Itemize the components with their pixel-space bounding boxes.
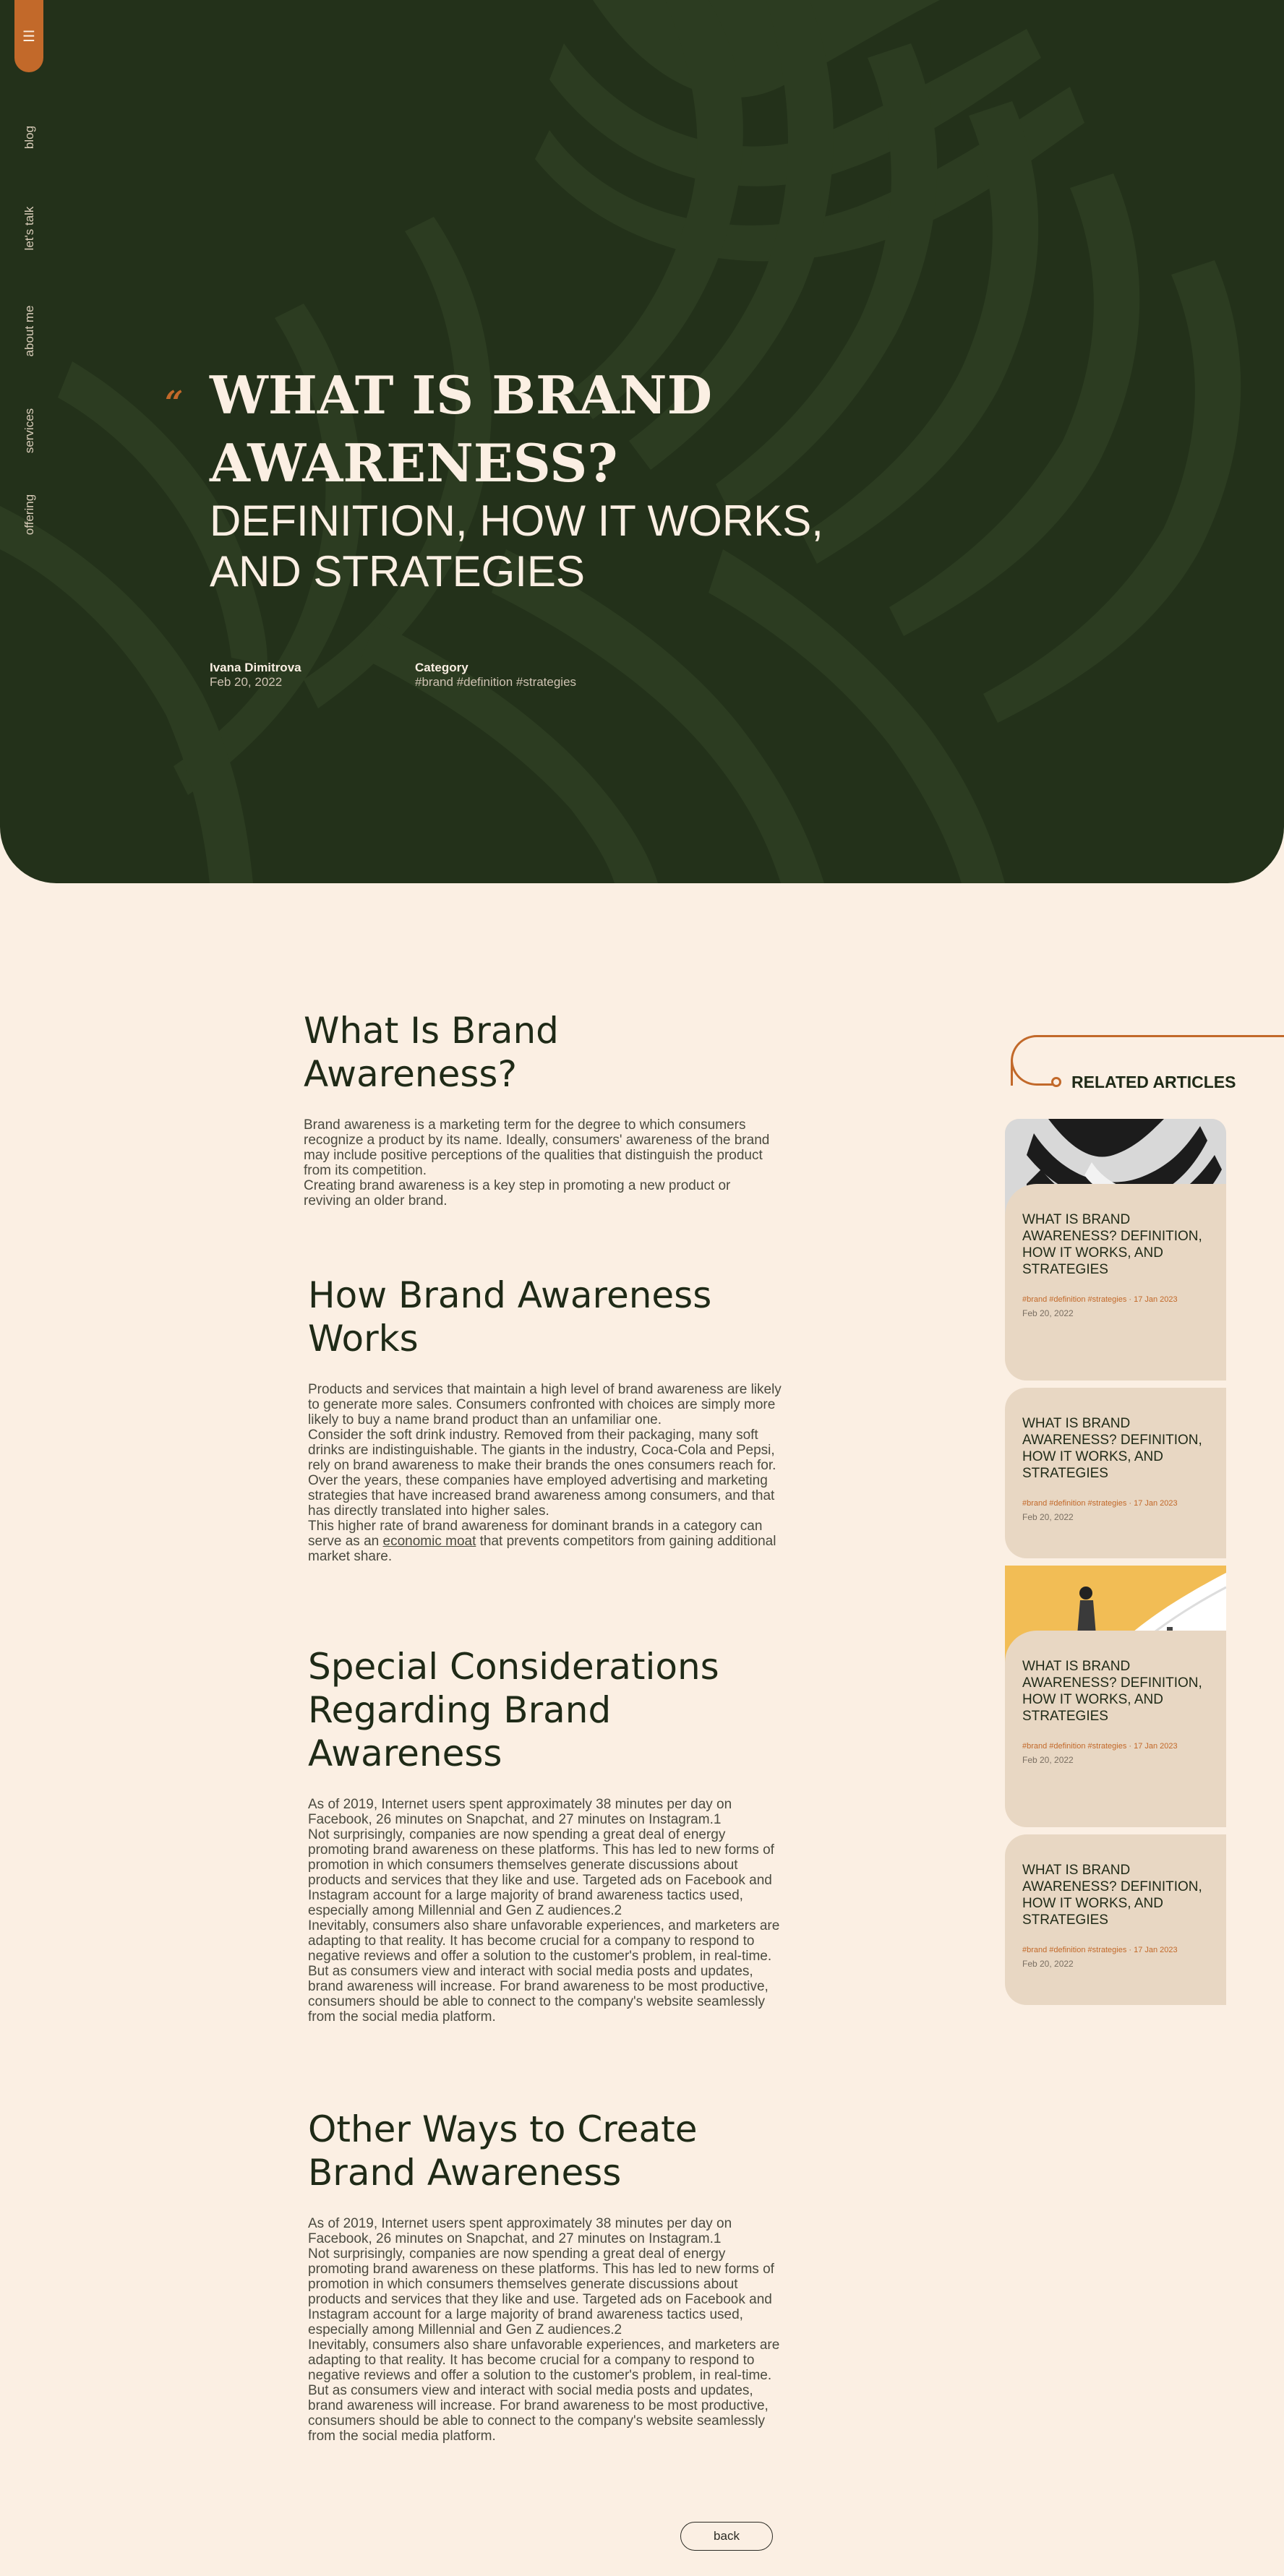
card-title: WHAT IS BRAND AWARENESS? DEFINITION, HOW IT WORKS, AND STRATEGIES <box>1022 1212 1202 1277</box>
card-date: Feb 20, 2022 <box>1022 1755 1074 1765</box>
section-how-it-works <box>308 1274 785 1564</box>
card-body <box>1005 1631 1226 1765</box>
nav-item-services[interactable]: services <box>22 408 36 454</box>
related-card[interactable] <box>1005 1119 1226 1381</box>
card-tags: #brand #definition #strategies · 17 Jan 2023 <box>1022 1946 1178 1954</box>
section-paragraph: As of 2019, Internet users spent approximately 38 minutes per day on Facebook, 26 minutes on Snapchat, and 27 minutes on Instagram.1 Not surprisingly, companies are now spending a great deal of energy promoting brand awareness on these platforms. This has led to new forms of promotion in which consumers themselves generate discussions about products and services that they like and use. Targeted ads on Facebook and Instagram account for a large majority of brand awareness tactics used, especially among Millennial and Gen Z audiences.2 Inevitably, consumers also share unfavorable experiences, and marketers are adapting to that reality. It has become crucial for a company to respond to negative reviews and offer a solution to the customer's problem, in real-time. But as consumers view and interact with social media posts and updates, brand awareness will increase. For brand awareness to be most productive, consumers should be able to connect to the company's website seamlessly from the social media platform. <box>308 1797 780 2025</box>
card-body <box>1005 1184 1226 1318</box>
card-date: Feb 20, 2022 <box>1022 1959 1074 1969</box>
card-body <box>1005 1388 1226 1522</box>
category-tags[interactable]: #brand #definition #strategies <box>415 675 577 689</box>
section-heading: Other Ways to Create Brand Awareness <box>308 2108 698 2194</box>
section-paragraph: Brand awareness is a marketing term for the degree to which consumers recognize a product by its name. Ideally, consumers' awareness of the brand may include positive perceptions of the qualities that distinguish the product from its competition. Creating brand awareness is a key step in promoting a new product or reviving an older brand. <box>304 1117 770 1208</box>
nav-item-offering[interactable]: offering <box>22 494 36 536</box>
card-title: WHAT IS BRAND AWARENESS? DEFINITION, HOW IT WORKS, AND STRATEGIES <box>1022 1863 1202 1928</box>
card-tags: #brand #definition #strategies · 17 Jan 2023 <box>1022 1499 1178 1508</box>
hero-banner <box>0 0 1284 883</box>
section-other-ways <box>308 2108 785 2444</box>
back-button[interactable]: back <box>680 2522 773 2551</box>
paragraph-text: Products and services that maintain a high level of brand awareness are likely to generate more sales. Consumers confronted with choices are simply more likely to buy a name brand product than an unfamiliar one. Consider the soft drink industry. Removed from their packaging, many soft drinks are indistinguishable. The giants in the industry, Coca-Cola and Pepsi, rely on brand awareness to make their brands the ones consumers reach for. Over the years, these companies have employed advertising and marketing strategies that have increased brand awareness among consumers, and that has directly translated into higher sales. This higher rate of brand awareness for dominant brands in a category can serve as an <box>308 1382 782 1549</box>
nav-item-blog[interactable]: blog <box>22 125 36 150</box>
author-date: Feb 20, 2022 <box>210 675 283 689</box>
hamburger-menu-icon: ☰ <box>22 27 35 45</box>
card-date: Feb 20, 2022 <box>1022 1308 1074 1318</box>
category-meta <box>415 661 576 690</box>
nav-item-about-me[interactable]: about me <box>22 305 36 357</box>
card-title: WHAT IS BRAND AWARENESS? DEFINITION, HOW IT WORKS, AND STRATEGIES <box>1022 1416 1202 1481</box>
author-meta <box>210 661 301 690</box>
vertical-side-nav <box>0 0 58 883</box>
author-name: Ivana Dimitrova <box>210 661 301 674</box>
category-label: Category <box>415 661 468 674</box>
decorative-dot <box>1051 1077 1061 1087</box>
section-paragraph <box>308 1382 785 1564</box>
card-tags: #brand #definition #strategies · 17 Jan 2023 <box>1022 1295 1178 1304</box>
page-title: WHAT IS BRAND AWARENESS? <box>210 364 713 494</box>
card-title: WHAT IS BRAND AWARENESS? DEFINITION, HOW IT WORKS, AND STRATEGIES <box>1022 1659 1202 1724</box>
card-body <box>1005 1834 1226 1969</box>
related-articles-heading: RELATED ARTICLES <box>1071 1073 1236 1091</box>
nav-item-lets-talk[interactable]: let's talk <box>22 206 36 251</box>
related-card[interactable] <box>1005 1566 1226 1827</box>
card-tags: #brand #definition #strategies · 17 Jan 2023 <box>1022 1742 1178 1751</box>
page-subtitle: DEFINITION, HOW IT WORKS, AND STRATEGIES <box>210 497 823 596</box>
quote-mark-icon: “ <box>165 385 184 421</box>
section-paragraph: As of 2019, Internet users spent approximately 38 minutes per day on Facebook, 26 minutes on Snapchat, and 27 minutes on Instagram.1 Not surprisingly, companies are now spending a great deal of energy promoting brand awareness on these platforms. This has led to new forms of promotion in which consumers themselves generate discussions about products and services that they like and use. Targeted ads on Facebook and Instagram account for a large majority of brand awareness tactics used, especially among Millennial and Gen Z audiences.2 Inevitably, consumers also share unfavorable experiences, and marketers are adapting to that reality. It has become crucial for a company to respond to negative reviews and offer a solution to the customer's problem, in real-time. But as consumers view and interact with social media posts and updates, brand awareness will increase. For brand awareness to be most productive, consumers should be able to connect to the company's website seamlessly from the social media platform. <box>308 2216 780 2444</box>
section-special-considerations <box>308 1645 785 2025</box>
section-heading: How Brand Awareness Works <box>308 1274 712 1360</box>
section-heading: What Is Brand Awareness? <box>304 1010 559 1095</box>
section-heading: Special Considerations Regarding Brand Awareness <box>308 1646 719 1774</box>
related-card[interactable] <box>1005 1388 1226 1558</box>
economic-moat-link[interactable]: economic moat <box>382 1534 476 1549</box>
paragraph-text-after: that prevents competitors from gaining additional market share. <box>308 1534 776 1564</box>
related-card[interactable] <box>1005 1834 1226 2005</box>
section-what-is <box>304 1009 781 1208</box>
card-date: Feb 20, 2022 <box>1022 1512 1074 1522</box>
